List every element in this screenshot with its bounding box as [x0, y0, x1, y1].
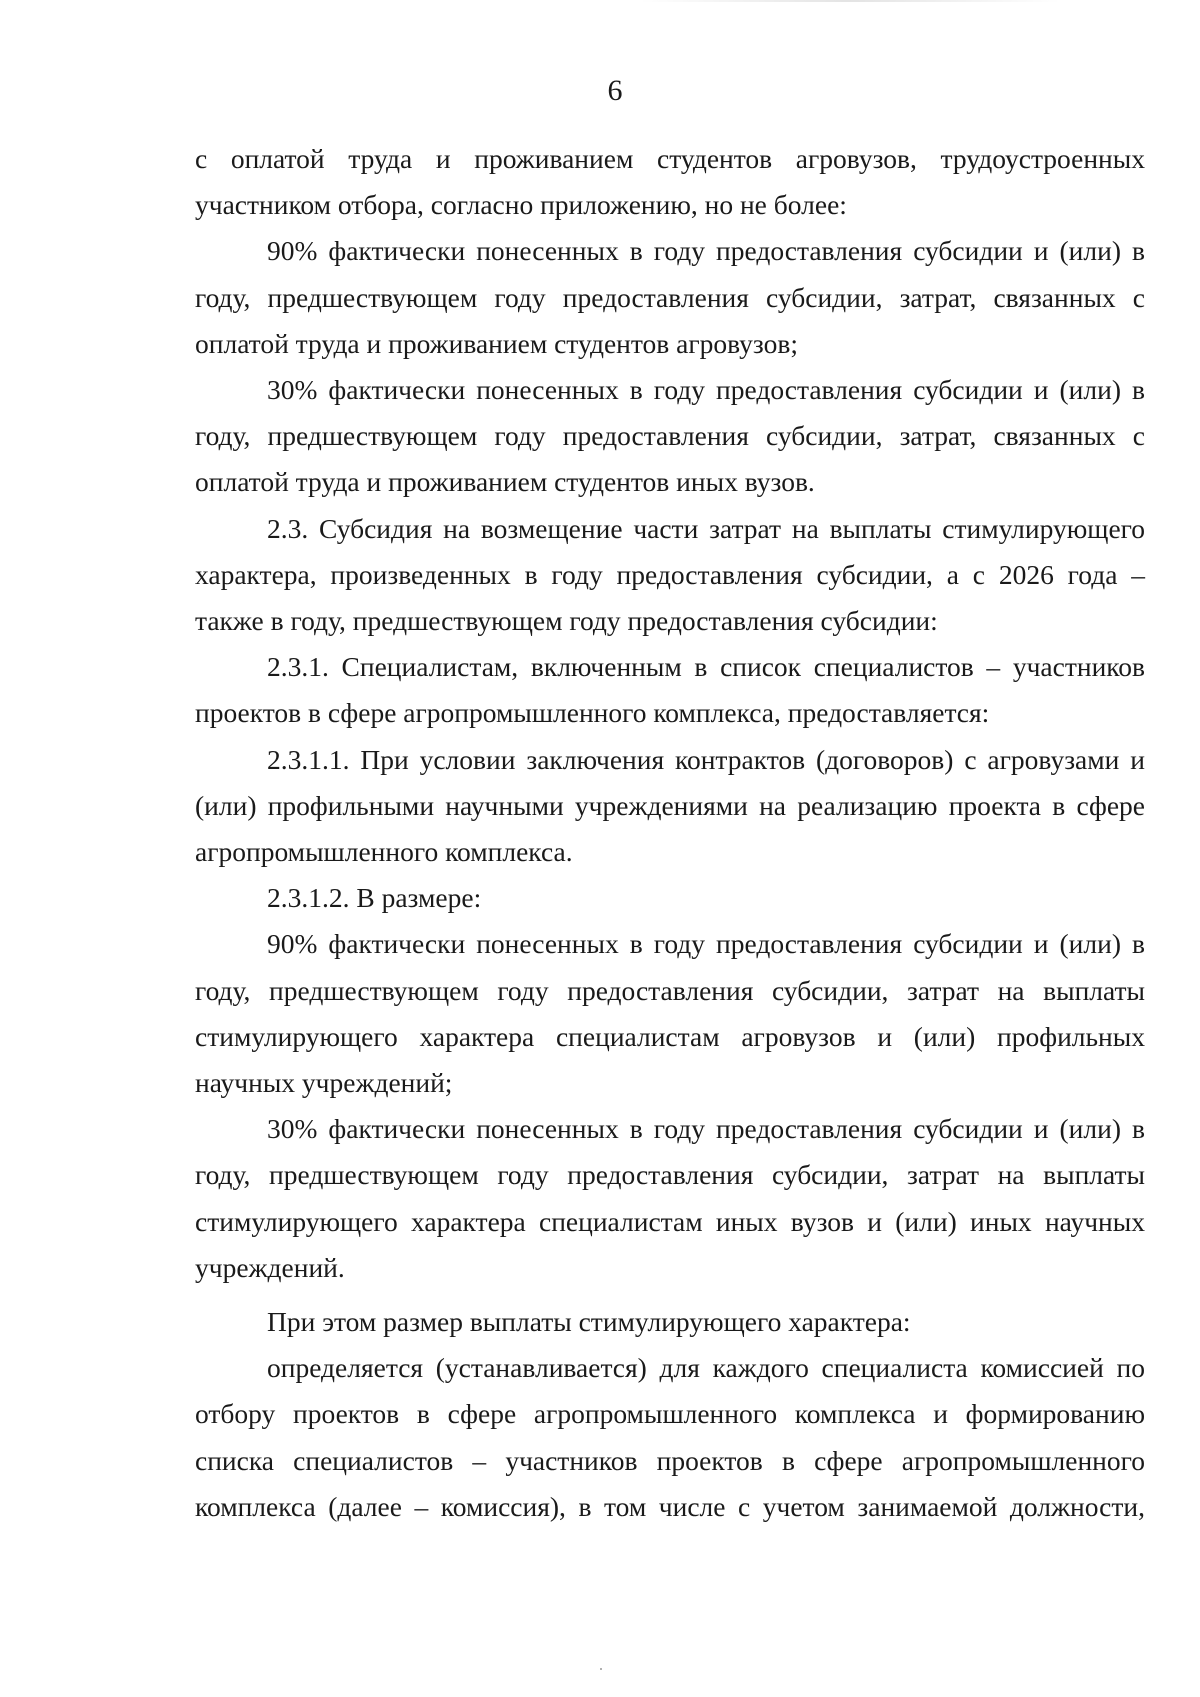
paragraph-30-percent-specialists: 30% фактически понесенных в году предоставления субсидии и (или) в году, предшествующем году предоставления субсидии, затрат на выплаты стимулирующего характера специалистам иных вузов и (или) иных научных учреждений. — [195, 1113, 1145, 1283]
page-number: 6 — [607, 74, 623, 107]
paragraph-2-3: 2.3. Субсидия на возмещение части затрат на выплаты стимулирующего характера, произведенных в году предоставления субсидии, а с 2026 года – также в году, предшествующем году предоставления субсидии: — [195, 512, 1145, 637]
paragraph-continuation: с оплатой труда и проживанием студентов агровузов, трудоустроенных участником отбора, согласно приложению, но не более: — [195, 143, 1145, 221]
paragraph-determined-by-commission: определяется (устанавливается) для каждого специалиста комиссией по отбору проектов в сфере агропромышленного комплекса и формированию списка специалистов – участников проектов в сфере агропромышленного комплекса (далее – комиссия), в том числе с учетом занимаемой должности, — [195, 1352, 1145, 1522]
document-body — [195, 136, 1145, 1530]
paragraph-2-3-1-2: 2.3.1.2. В размере: — [267, 882, 482, 914]
paragraph-90-percent-specialists: 90% фактически понесенных в году предоставления субсидии и (или) в году, предшествующем году предоставления субсидии, затрат на выплаты стимулирующего характера специалистам агровузов и (или) профильных научных учреждений; — [195, 928, 1145, 1099]
scan-dot-artifact — [600, 1668, 602, 1670]
paragraph-payment-size: При этом размер выплаты стимулирующего характера: — [267, 1306, 911, 1338]
paragraph-2-3-1-1: 2.3.1.1. При условии заключения контрактов (договоров) с агровузами и (или) профильными научными учреждениями на реализацию проекта в сфере агропромышленного комплекса. — [195, 743, 1145, 868]
paragraph-90-percent-agro: 90% фактически понесенных в году предоставления субсидии и (или) в году, предшествующем году предоставления субсидии, затрат, связанных с оплатой труда и проживанием студентов агровузов; — [195, 235, 1145, 359]
paragraph-2-3-1: 2.3.1. Специалистам, включенным в список специалистов – участников проектов в сфере агропромышленного комплекса, предоставляется: — [195, 651, 1145, 729]
scan-edge-artifact — [640, 0, 1060, 2]
paragraph-30-percent-other: 30% фактически понесенных в году предоставления субсидии и (или) в году, предшествующем году предоставления субсидии, затрат, связанных с оплатой труда и проживанием студентов иных вузов. — [195, 374, 1145, 498]
